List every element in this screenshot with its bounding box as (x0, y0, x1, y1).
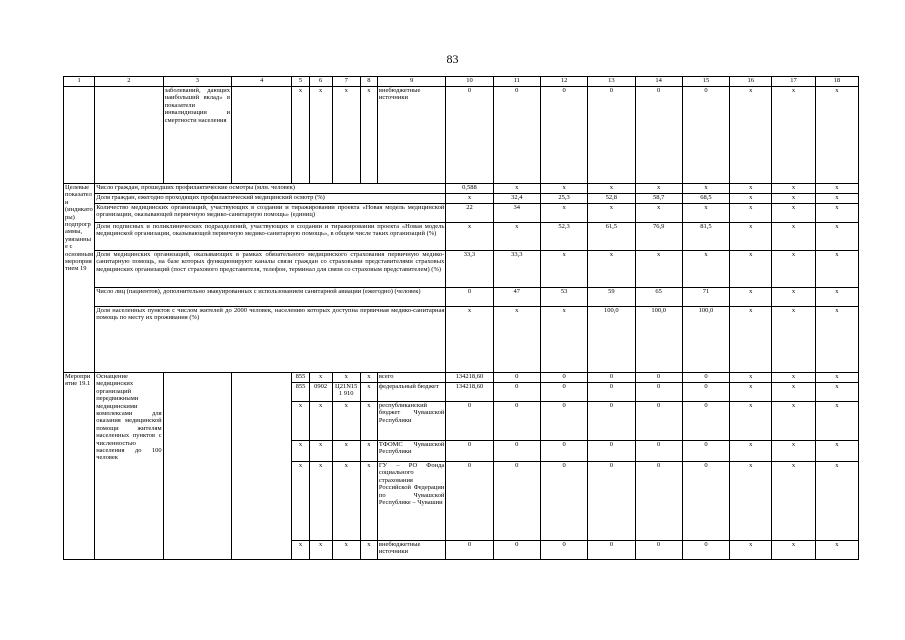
measure-row (64, 373, 859, 383)
code-cell: Ц21N151 910 (332, 383, 360, 402)
value-cell: x (682, 204, 729, 223)
indicator-text-cell: Число граждан, прошедших профилактические осмотры (млн. человек) (95, 184, 446, 194)
value-cell: 0 (540, 441, 587, 462)
value-cell: 0 (446, 541, 493, 560)
value-cell: 100,0 (682, 307, 729, 373)
value-cell: x (446, 194, 493, 204)
value-cell: 52,3 (540, 223, 587, 251)
value-cell: 0 (682, 383, 729, 402)
value-cell: x (730, 441, 772, 462)
value-cell: 0 (540, 541, 587, 560)
column-header: 13 (588, 77, 635, 87)
value-cell: x (493, 184, 540, 194)
code-cell: x (292, 541, 309, 560)
value-cell: x (815, 288, 858, 307)
value-cell: x (540, 307, 587, 373)
value-cell: 25,3 (540, 194, 587, 204)
value-cell: x (815, 462, 858, 541)
value-cell: x (815, 194, 858, 204)
code-cell: x (292, 462, 309, 541)
value-cell: 0 (493, 383, 540, 402)
funding-source-cell: внебюджетные источники (377, 541, 445, 560)
value-cell: 0 (540, 383, 587, 402)
value-cell: 0 (635, 441, 682, 462)
code-cell: x (332, 541, 360, 560)
value-cell: x (815, 184, 858, 194)
code-cell: x (309, 373, 332, 383)
column-header: 5 (292, 77, 309, 87)
value-cell: 0 (682, 462, 729, 541)
value-cell: 0 (493, 402, 540, 441)
value-cell: 0 (682, 441, 729, 462)
value-cell: x (588, 204, 635, 223)
column-header: 6 (309, 77, 332, 87)
value-cell: 0 (446, 441, 493, 462)
value-cell: x (540, 204, 587, 223)
value-cell: x (815, 307, 858, 373)
column-header: 16 (730, 77, 772, 87)
value-cell: 0 (635, 373, 682, 383)
funding-source-cell: ГУ – РО Фонда социального страхования Российской Федерации по Чувашской Республике – Чувашии (377, 462, 445, 541)
value-cell: 0 (540, 462, 587, 541)
value-cell: 0 (588, 462, 635, 541)
page-number: 83 (446, 52, 459, 66)
indicator-row (64, 223, 859, 251)
value-cell: 0 (493, 373, 540, 383)
measure-description-cell: заболеваний, дающих наибольший вклад» в показатели инвалидизации и смертности населения (163, 87, 231, 184)
code-cell: x (309, 441, 332, 462)
column-header: 12 (540, 77, 587, 87)
value-cell: 65 (635, 288, 682, 307)
value-cell: x (772, 462, 815, 541)
code-cell: 855 (292, 383, 309, 402)
value-cell: 0 (588, 441, 635, 462)
code-cell: x (292, 441, 309, 462)
value-cell: x (815, 251, 858, 288)
value-cell: x (730, 223, 772, 251)
value-cell: 81,5 (682, 223, 729, 251)
column-header: 18 (815, 77, 858, 87)
value-cell: 0 (682, 87, 729, 184)
value-cell: x (772, 441, 815, 462)
value-cell: x (772, 383, 815, 402)
code-cell: x (309, 462, 332, 541)
value-cell: x (446, 223, 493, 251)
code-cell: x (360, 87, 377, 184)
value-cell: 0 (588, 383, 635, 402)
value-cell: 0 (635, 87, 682, 184)
value-cell: 22 (446, 204, 493, 223)
value-cell: x (772, 541, 815, 560)
value-cell: 68,5 (682, 194, 729, 204)
column-header: 2 (95, 77, 163, 87)
funding-source-cell: федеральный бюджет (377, 383, 445, 402)
indicator-row (64, 204, 859, 223)
funding-source-cell: внебюджетные источники (377, 87, 445, 184)
value-cell: 0 (446, 288, 493, 307)
code-cell: x (360, 541, 377, 560)
value-cell: 0 (446, 462, 493, 541)
value-cell: x (588, 251, 635, 288)
empty-cell (95, 87, 163, 184)
value-cell: 0 (540, 373, 587, 383)
code-cell: 0902 (309, 383, 332, 402)
funding-source-cell: республиканский бюджет Чувашской Республики (377, 402, 445, 441)
value-cell: x (635, 204, 682, 223)
indicator-text-cell: Количество медицинских организаций, участвующих в создании и тиражировании проекта «Новая модель медицинской организации, оказывающей первичную медико-санитарную помощь» (единиц) (95, 204, 446, 223)
value-cell: 59 (588, 288, 635, 307)
value-cell: x (772, 204, 815, 223)
column-header: 8 (360, 77, 377, 87)
value-cell: 0 (682, 402, 729, 441)
column-header: 14 (635, 77, 682, 87)
value-cell: 0 (446, 87, 493, 184)
value-cell: x (635, 184, 682, 194)
value-cell: x (772, 184, 815, 194)
value-cell: 134218,60 (446, 373, 493, 383)
value-cell: 61,5 (588, 223, 635, 251)
funding-source-cell: всего (377, 373, 445, 383)
value-cell: x (772, 251, 815, 288)
value-cell: x (730, 87, 772, 184)
value-cell: x (815, 204, 858, 223)
code-cell: x (360, 373, 377, 383)
value-cell: 100,0 (635, 307, 682, 373)
code-cell: x (332, 373, 360, 383)
value-cell: x (588, 184, 635, 194)
value-cell: x (815, 373, 858, 383)
value-cell: x (682, 184, 729, 194)
value-cell: x (815, 87, 858, 184)
indicator-row (64, 307, 859, 373)
value-cell: 0 (635, 402, 682, 441)
funding-source-cell: ТФОМС Чувашской Республики (377, 441, 445, 462)
measure-name-cell: Оснащение медицинских организаций передвижными медицинскими комплексами для оказания медицинской помощи жителям населенных пунктов с численностью населения до 100 человек (95, 373, 163, 560)
value-cell: 100,0 (588, 307, 635, 373)
indicator-row (64, 251, 859, 288)
empty-cell (232, 87, 292, 184)
value-cell: 0 (540, 402, 587, 441)
value-cell: x (815, 402, 858, 441)
indicator-text-cell: Доля медицинских организаций, оказывающих в рамках обязательного медицинского страхования первичную медико-санитарную помощь, на базе которых функционируют каналы связи граждан со страховыми представителями страховых медицинских организаций (пост страхового представителя, телефон, терминал для связи со страховым представителем) (%) (95, 251, 446, 288)
code-cell: x (309, 87, 332, 184)
value-cell: 52,8 (588, 194, 635, 204)
value-cell: x (682, 251, 729, 288)
column-header: 11 (493, 77, 540, 87)
value-cell: x (446, 307, 493, 373)
value-cell: x (815, 541, 858, 560)
value-cell: 53 (540, 288, 587, 307)
indicator-text-cell: Доля населенных пунктов с числом жителей до 2000 человек, населению которых доступна первичная медико-санитарная помощь по месту их проживания (%) (95, 307, 446, 373)
code-cell: x (360, 462, 377, 541)
column-header: 15 (682, 77, 729, 87)
value-cell: x (772, 307, 815, 373)
value-cell: 0 (493, 541, 540, 560)
indicator-text-cell: Доля подписных и поликлинических подразделений, участвующих в создании и тиражировании проекта «Новая модель медицинской организации, оказывающей первичную медико-санитарную помощь», в общем числе таких организаций (%) (95, 223, 446, 251)
value-cell: x (772, 402, 815, 441)
value-cell: 0 (493, 87, 540, 184)
value-cell: 71 (682, 288, 729, 307)
code-cell: x (360, 402, 377, 441)
value-cell: x (772, 288, 815, 307)
code-cell: x (292, 402, 309, 441)
value-cell: x (493, 223, 540, 251)
value-cell: x (772, 194, 815, 204)
column-header: 1 (64, 77, 95, 87)
value-cell: x (730, 251, 772, 288)
column-header: 9 (377, 77, 445, 87)
indicator-text-cell: Число лиц (пациентов), дополнительно эвакуированных с использованием санитарной авиации (ежегодно) (человек) (95, 288, 446, 307)
value-cell: x (772, 223, 815, 251)
code-cell: x (309, 402, 332, 441)
value-cell: x (815, 223, 858, 251)
value-cell: x (635, 251, 682, 288)
column-header: 10 (446, 77, 493, 87)
measure-label-cell: Мероприятие 19.1 (64, 373, 95, 560)
header-row (64, 77, 859, 87)
value-cell: 32,4 (493, 194, 540, 204)
value-cell: 0 (493, 441, 540, 462)
value-cell: x (730, 383, 772, 402)
value-cell: x (730, 184, 772, 194)
value-cell: x (730, 541, 772, 560)
code-cell: 855 (292, 373, 309, 383)
value-cell: 0 (588, 541, 635, 560)
code-cell: x (360, 441, 377, 462)
column-header: 17 (772, 77, 815, 87)
indicator-row (64, 184, 859, 194)
column-header: 3 (163, 77, 231, 87)
value-cell: 34 (493, 204, 540, 223)
code-cell: x (332, 87, 360, 184)
value-cell: 0 (635, 462, 682, 541)
code-cell: x (332, 441, 360, 462)
value-cell: 0 (588, 402, 635, 441)
value-cell: 134218,60 (446, 383, 493, 402)
value-cell: x (730, 204, 772, 223)
value-cell: 0 (540, 87, 587, 184)
code-cell: x (292, 87, 309, 184)
value-cell: x (730, 307, 772, 373)
value-cell: 0 (588, 373, 635, 383)
program-table (63, 76, 859, 560)
empty-cell (64, 87, 95, 184)
column-header: 7 (332, 77, 360, 87)
value-cell: x (730, 288, 772, 307)
code-cell: x (332, 402, 360, 441)
code-cell: x (309, 541, 332, 560)
value-cell: 0 (682, 373, 729, 383)
value-cell: x (540, 251, 587, 288)
value-cell: x (730, 402, 772, 441)
empty-cell (232, 373, 292, 560)
value-cell: 0 (588, 87, 635, 184)
value-cell: 0 (682, 541, 729, 560)
value-cell: 33,3 (493, 251, 540, 288)
section-label-cell: Целевые показатели (индикаторы) подпрограммы, увязанные с основным мероприятием 19 (64, 184, 95, 373)
value-cell: 47 (493, 288, 540, 307)
indicator-row (64, 288, 859, 307)
value-cell: 0,588 (446, 184, 493, 194)
value-cell: 0 (635, 541, 682, 560)
value-cell: x (730, 373, 772, 383)
indicator-text-cell: Доля граждан, ежегодно проходящих профилактический медицинский осмотр (%) (95, 194, 446, 204)
code-cell: x (332, 462, 360, 541)
code-cell: x (360, 383, 377, 402)
continuation-row (64, 87, 859, 184)
value-cell: 0 (446, 402, 493, 441)
value-cell: 0 (493, 462, 540, 541)
value-cell: x (772, 87, 815, 184)
value-cell: x (730, 462, 772, 541)
value-cell: 58,7 (635, 194, 682, 204)
value-cell: x (730, 194, 772, 204)
empty-cell (163, 373, 231, 560)
value-cell: x (540, 184, 587, 194)
value-cell: x (772, 373, 815, 383)
indicator-row (64, 194, 859, 204)
value-cell: x (493, 307, 540, 373)
value-cell: 0 (635, 383, 682, 402)
value-cell: 76,9 (635, 223, 682, 251)
value-cell: 33,3 (446, 251, 493, 288)
value-cell: x (815, 441, 858, 462)
column-header: 4 (232, 77, 292, 87)
value-cell: x (815, 383, 858, 402)
